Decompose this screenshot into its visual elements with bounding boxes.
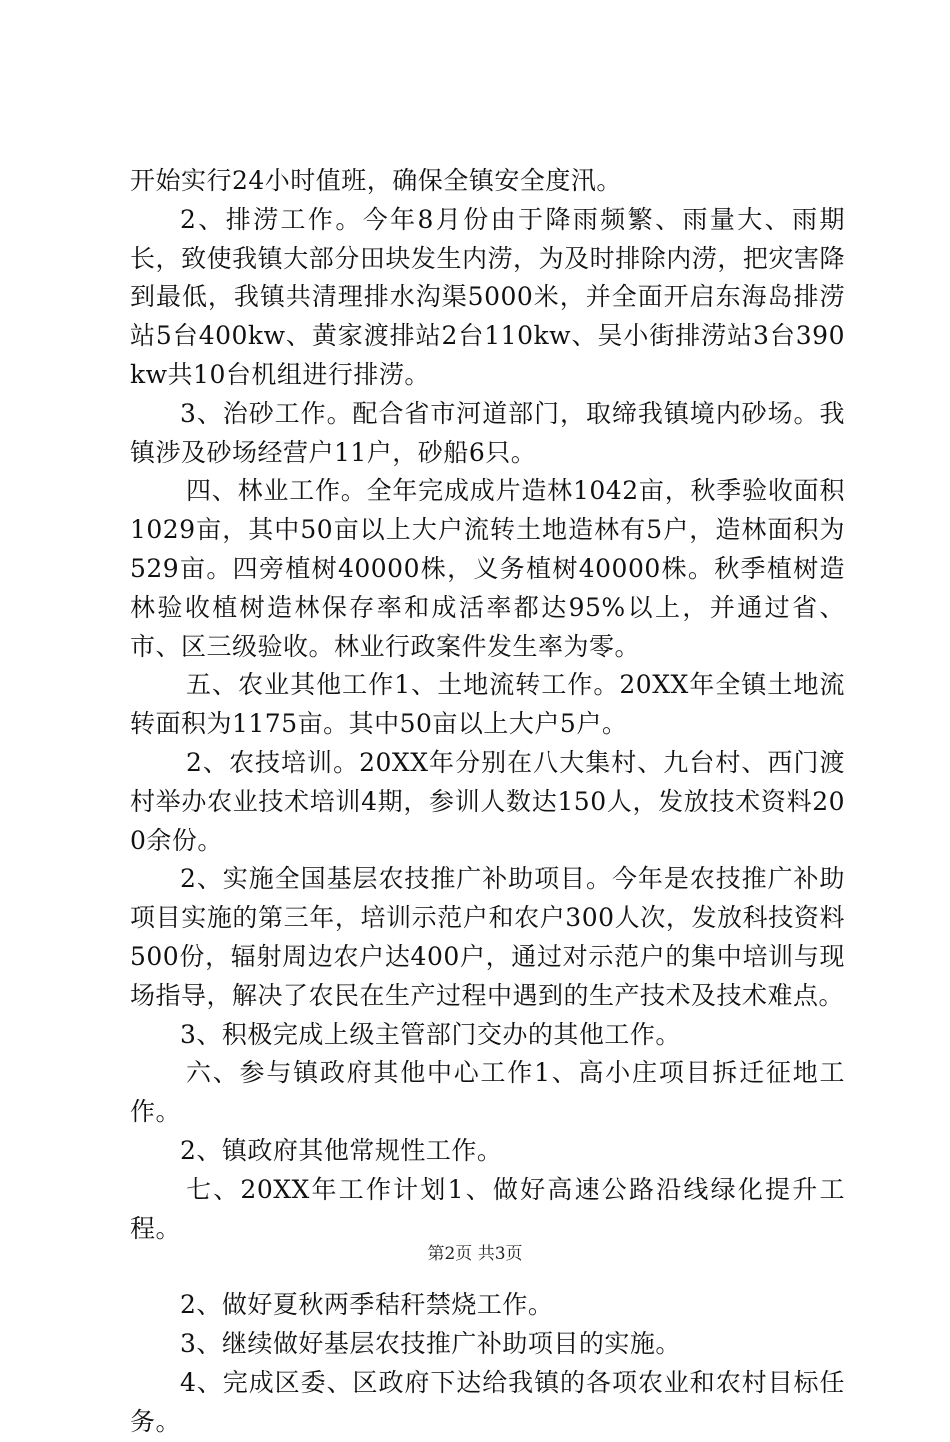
paragraph-drainage: 2、排涝工作。今年8月份由于降雨频繁、雨量大、雨期长，致使我镇大部分田块发生内涝，为及时排除内涝，把灾害降到最低，我镇共清理排水沟渠5000米，并全面开启东海岛排涝站5台400kw、黄家渡排站2台110kw、吴小街排涝站3台390kw共10台机组进行排涝。 [130, 204, 845, 389]
paragraph-routine-work: 2、镇政府其他常规性工作。 [180, 1135, 503, 1165]
paragraph-continuation: 开始实行24小时值班，确保全镇安全度汛。 [130, 166, 622, 195]
paragraph-targets: 4、完成区委、区政府下达给我镇的各项农业和农村目标任务。 [130, 1367, 845, 1436]
paragraph-work-plan: 七、20XX年工作计划1、做好高速公路沿线绿化提升工程。 [130, 1174, 845, 1243]
paragraph-agri-training: 2、农技培训。20XX年分别在八大集村、九台村、西门渡村举办农业技术培训4期，参训人数达150人，发放技术资料200余份。 [130, 747, 845, 855]
paragraph-extension-continue: 3、继续做好基层农技推广补助项目的实施。 [180, 1329, 681, 1359]
paragraph-forestry: 四、林业工作。全年完成成片造林1042亩，秋季验收面积1029亩，其中50亩以上大户流转土地造林有5户，造林面积为529亩。四旁植树40000株，义务植树40000株。秋季植树造林验收植树造林保存率和成活率都达95%以上，并通过省、市、区三级验收。林业行政案件发生率为零。 [130, 476, 845, 661]
paragraph-other-tasks: 3、积极完成上级主管部门交办的其他工作。 [180, 1019, 681, 1049]
paragraph-sand-control: 3、治砂工作。配合省市河道部门，取缔我镇境内砂场。我镇涉及砂场经营户11户，砂船6只。 [130, 398, 845, 467]
paragraph-land-transfer: 五、农业其他工作1、土地流转工作。20XX年全镇土地流转面积为1175亩。其中50亩以上大户5户。 [130, 670, 845, 739]
paragraph-burn-ban: 2、做好夏秋两季秸秆禁烧工作。 [180, 1290, 554, 1320]
page-number-footer: 第2页 共3页 [427, 1244, 523, 1264]
paragraph-central-work: 六、参与镇政府其他中心工作1、高小庄项目拆迁征地工作。 [130, 1058, 845, 1127]
paragraph-extension-project: 2、实施全国基层农技推广补助项目。今年是农技推广补助项目实施的第三年，培训示范户和农户300人次，发放科技资料500份，辐射周边农户达400户，通过对示范户的集中培训与现场指导，解决了农民在生产过程中遇到的生产技术及技术难点。 [130, 864, 845, 1010]
